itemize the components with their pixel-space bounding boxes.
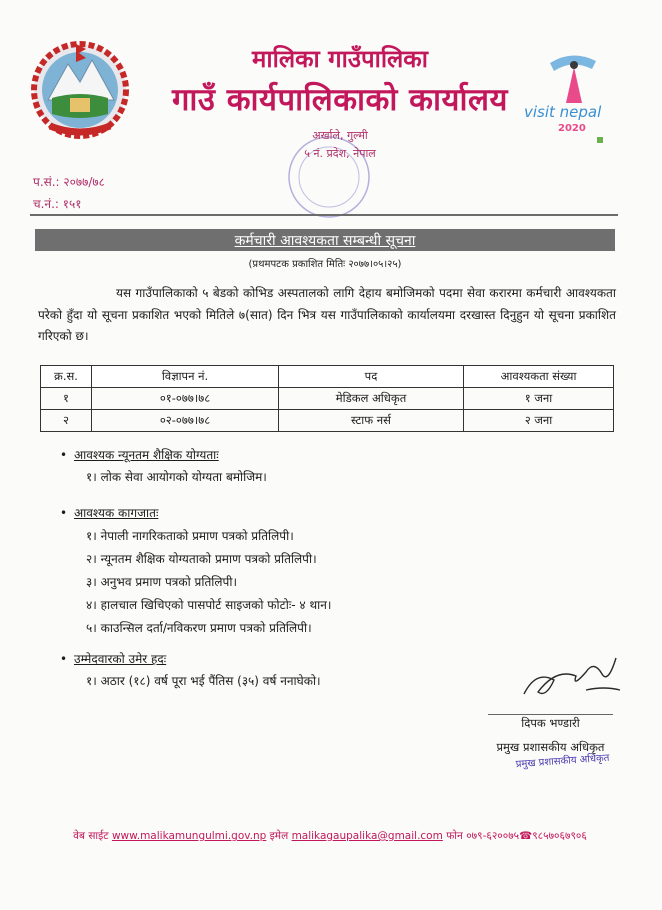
column-header: पद xyxy=(279,366,464,388)
mobile-number: ९८५७०६७९०६ xyxy=(532,830,587,842)
phone-label: फोन xyxy=(446,830,463,842)
table-header-row xyxy=(41,366,614,388)
column-header: विज्ञापन नं. xyxy=(92,366,279,388)
email-link[interactable]: malikagaupalika@gmail.com xyxy=(291,830,443,842)
bullet-icon: • xyxy=(60,652,68,666)
list-item: ५। काउन्सिल दर्ता/नविकरण प्रमाण पत्रको प्रतिलिपी। xyxy=(86,621,312,635)
signer-name: दिपक भण्डारी xyxy=(521,716,580,730)
phone-icon: ☎ xyxy=(519,830,533,842)
list-item: ४। हालचाल खिचिएको पासपोर्ट साइजको फोटोः- ४ थान। xyxy=(86,598,332,612)
column-header: क्र.स. xyxy=(41,366,92,388)
section-heading: आवश्यक कागजातः xyxy=(74,506,159,520)
age-heading xyxy=(60,650,166,667)
signature-line xyxy=(488,714,613,715)
list-item: ३। अनुभव प्रमाण पत्रको प्रतिलिपी। xyxy=(86,575,238,589)
table-row xyxy=(41,388,614,410)
visit-nepal-text: visit nepal xyxy=(524,103,602,121)
section-heading: उम्मेदवारको उमेर हदः xyxy=(74,652,167,666)
list-item: १। अठार (१८) वर्ष पूरा भई पैंतिस (३५) वर्ष ननाघेको। xyxy=(86,674,321,688)
table-cell: २ जना xyxy=(464,410,614,432)
website-link[interactable]: www.malikamungulmi.gov.np xyxy=(111,830,267,842)
documents-heading xyxy=(60,504,158,521)
notice-intro-paragraph: यस गाउँपालिकाको ५ बेडको कोभिड अस्पतालको लागि देहाय बमोजिमको पदमा सेवा करारमा कर्मचारी आवश्यकता परेको हुँदा यो सूचना प्रकाशित भएको मितिले ७(सात) दिन भित्र यस गाउँपालिकाको कार्यालयमा दरखास्त दिनुहुन यो सूचना प्रकाशित गरिएको छ। xyxy=(38,286,616,343)
phone-number: ०७९-६२००७५ xyxy=(466,830,520,842)
website-label: वेब साईट xyxy=(73,830,109,842)
email-label: इमेल xyxy=(269,830,289,842)
address-line-2: ५ नं. प्रदेश, नेपाल xyxy=(304,147,376,160)
table-cell: ०२-०७७।७८ xyxy=(92,410,279,432)
vacancy-table xyxy=(40,365,614,432)
qualification-heading xyxy=(60,446,219,463)
office-name: गाउँ कार्यपालिकाको कार्यालय xyxy=(171,82,509,118)
table-cell: ०१-०७७।७८ xyxy=(92,388,279,410)
table-cell: मेडिकल अधिकृत xyxy=(279,388,464,410)
table-cell: १ xyxy=(41,388,92,410)
published-date: (प्रथमपटक प्रकाशित मितिः २०७७।०५।२५) xyxy=(248,259,402,270)
header-divider xyxy=(30,214,618,216)
reference-number: प.सं.: २०७७/७८ xyxy=(33,175,105,189)
list-item: २। न्यूनतम शैक्षिक योग्यताको प्रमाण पत्रको प्रतिलिपी। xyxy=(86,552,317,566)
org-name: मालिका गाउँपालिका xyxy=(252,45,428,73)
table-cell: २ xyxy=(41,410,92,432)
bullet-icon: • xyxy=(60,506,68,520)
visit-nepal-logo xyxy=(522,45,622,135)
signer-title: प्रमुख प्रशासकीय अधिकृत xyxy=(496,740,605,754)
bullet-icon: • xyxy=(60,448,68,462)
footer-contact xyxy=(30,829,630,843)
list-item: १। लोक सेवा आयोगको योग्यता बमोजिम। xyxy=(86,470,267,484)
green-mark xyxy=(597,137,603,143)
list-item: १। नेपाली नागरिकताको प्रमाण पत्रको प्रतिलिपी। xyxy=(86,529,294,543)
address-line-1: अर्खाले, गुल्मी xyxy=(312,129,368,142)
visit-nepal-year: 2020 xyxy=(558,123,586,134)
nepal-emblem-logo xyxy=(30,38,130,150)
table-row xyxy=(41,410,614,432)
handwritten-signature xyxy=(516,650,626,705)
column-header: आवश्यकता संख्या xyxy=(464,366,614,388)
dispatch-number: च.नं.: १५१ xyxy=(33,197,82,211)
table-cell: १ जना xyxy=(464,388,614,410)
section-heading: आवश्यक न्यूनतम शैक्षिक योग्यताः xyxy=(74,448,219,462)
table-cell: स्टाफ नर्स xyxy=(279,410,464,432)
signer-stamp: प्रमुख प्रशासकीय अधिकृत xyxy=(515,752,610,771)
notice-title: कर्मचारी आवश्यकता सम्बन्धी सूचना xyxy=(234,233,416,249)
